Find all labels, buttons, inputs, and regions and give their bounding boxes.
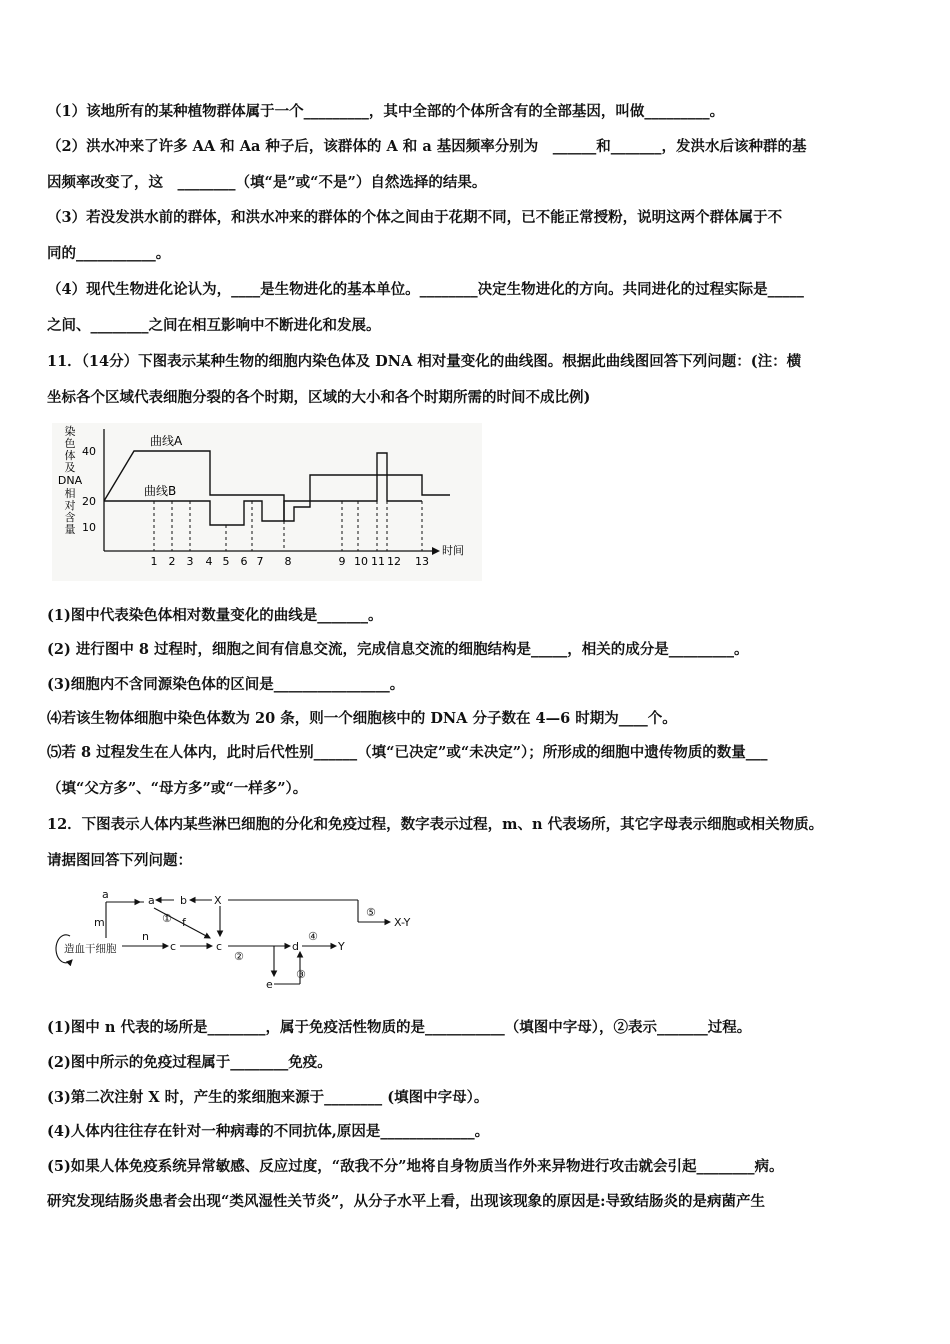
q12-line-2: 请据图回答下列问题： <box>47 852 192 869</box>
node-x: X <box>214 894 222 907</box>
x-tick: 2 <box>168 555 176 568</box>
node-y: Y <box>338 940 345 953</box>
q10-line-2: （2）洪水冲来了许多 AA 和 Aa 种子后，该群体的 A 和 a 基因频率分别为 ______和_______，发洪水后该种群的基 <box>47 138 807 155</box>
x-tick: 3 <box>186 555 194 568</box>
x-tick: 13 <box>415 555 429 568</box>
q12-sub-4: (4)人体内往往存在针对一种病毒的不同抗体,原因是_____________。 <box>47 1123 490 1140</box>
q10-line-7: 之间、________之间在相互影响中不断进化和发展。 <box>47 317 381 334</box>
x-tick: 9 <box>338 555 346 568</box>
x-tick: 4 <box>205 555 213 568</box>
x-tick: 12 <box>387 555 401 568</box>
q12-sub-3: (3)第二次注射 X 时，产生的浆细胞来源于________ (填图中字母）。 <box>47 1089 489 1106</box>
q10-line-1: （1）该地所有的某种植物群体属于一个_________，其中全部的个体所含有的全部基因，叫做_________。 <box>47 103 725 120</box>
y-tick-40: 40 <box>82 445 96 458</box>
q10-line-3: 因频率改变了，这 ________（填“是”或“不是”）自然选择的结果。 <box>47 174 487 191</box>
x-tick: 6 <box>240 555 248 568</box>
node-b: b <box>180 894 187 907</box>
label-step-3: ③ <box>296 968 306 981</box>
x-tick: 8 <box>284 555 292 568</box>
node-c2: c <box>216 940 223 953</box>
y-tick-20: 20 <box>82 495 96 508</box>
q10-line-5: 同的___________。 <box>47 245 171 262</box>
node-a2: a <box>148 894 155 907</box>
node-c1: c <box>170 940 177 953</box>
q11-line-1: 11．（14分）下图表示某种生物的细胞内染色体及 DNA 相对量变化的曲线图。根据此曲线图回答下列问题：(注：横 <box>47 353 802 370</box>
q11-sub-1: (1)图中代表染色体相对数量变化的曲线是_______。 <box>47 607 383 624</box>
q10-line-6: （4）现代生物进化论认为，____是生物进化的基本单位。________决定生物进化的方向。共同进化的过程实际是_____ <box>47 281 804 298</box>
label-step-4: ④ <box>308 930 318 943</box>
q12-sub-1: (1)图中 n 代表的场所是________，属于免疫活性物质的是___________（填图中字母），②表示_______过程。 <box>47 1019 752 1036</box>
chromosome-dna-chart <box>52 423 482 581</box>
chart-ylabel: 染色体及 DNA 相对含量 <box>57 425 83 536</box>
x-tick: 1 <box>150 555 158 568</box>
q11-sub-3: (3)细胞内不含同源染色体的区间是________________。 <box>47 676 405 693</box>
curve-a-label: 曲线A <box>150 434 183 448</box>
q12-sub-5: (5)如果人体免疫系统异常敏感、反应过度，“敌我不分”地将自身物质当作外来异物进行攻击就会引起________病。 <box>47 1158 784 1175</box>
q11-sub-4: ⑷若该生物体细胞中染色体数为 20 条，则一个细胞核中的 DNA 分子数在 4—6 时期为____个。 <box>47 710 677 727</box>
label-m: m <box>94 916 105 929</box>
x-tick: 5 <box>222 555 230 568</box>
q10-line-4: （3）若没发洪水前的群体，和洪水冲来的群体的个体之间由于花期不同，已不能正常授粉，说明这两个群体属于不 <box>47 209 783 226</box>
node-stem-cell: 造血干细胞 <box>64 943 117 955</box>
node-a1: a <box>102 888 109 901</box>
q12-sub-6: 研究发现结肠炎患者会出现“类风湿性关节炎”，从分子水平上看，出现该现象的原因是:导致结肠炎的是病菌产生 <box>47 1193 766 1210</box>
q11-line-2: 坐标各个区域代表细胞分裂的各个时期，区域的大小和各个时期所需的时间不成比例) <box>47 389 591 406</box>
label-step-2: ② <box>234 950 244 963</box>
label-f: f <box>182 916 186 929</box>
y-tick-10: 10 <box>82 521 96 534</box>
x-tick: 11 <box>371 555 385 568</box>
label-step-5: ⑤ <box>366 906 376 919</box>
node-d: d <box>292 940 299 953</box>
q11-sub-6: （填“父方多”、“母方多”或“一样多”）。 <box>47 780 308 797</box>
q11-sub-2: (2) 进行图中 8 过程时，细胞之间有信息交流，完成信息交流的细胞结构是_____，相关的成分是_________。 <box>47 641 749 658</box>
chart-xlabel: 时间 <box>442 544 464 557</box>
q11-sub-5: ⑸若 8 过程发生在人体内，此时后代性别______（填“已决定”或“未决定”）；所形成的细胞中遗传物质的数量___ <box>47 744 768 761</box>
x-tick: 7 <box>256 555 264 568</box>
q12-line-1: 12．下图表示人体内某些淋巴细胞的分化和免疫过程，数字表示过程，m、n 代表场所，其它字母表示细胞或相关物质。 <box>47 816 824 833</box>
q12-sub-2: (2)图中所示的免疫过程属于________免疫。 <box>47 1054 332 1071</box>
x-tick: 10 <box>354 555 368 568</box>
label-n: n <box>142 930 149 943</box>
immune-process-diagram <box>52 888 432 996</box>
node-x-y: X-Y <box>394 916 411 929</box>
node-e: e <box>266 978 273 991</box>
curve-b-label: 曲线B <box>144 484 177 498</box>
label-step-1: ① <box>162 912 172 925</box>
